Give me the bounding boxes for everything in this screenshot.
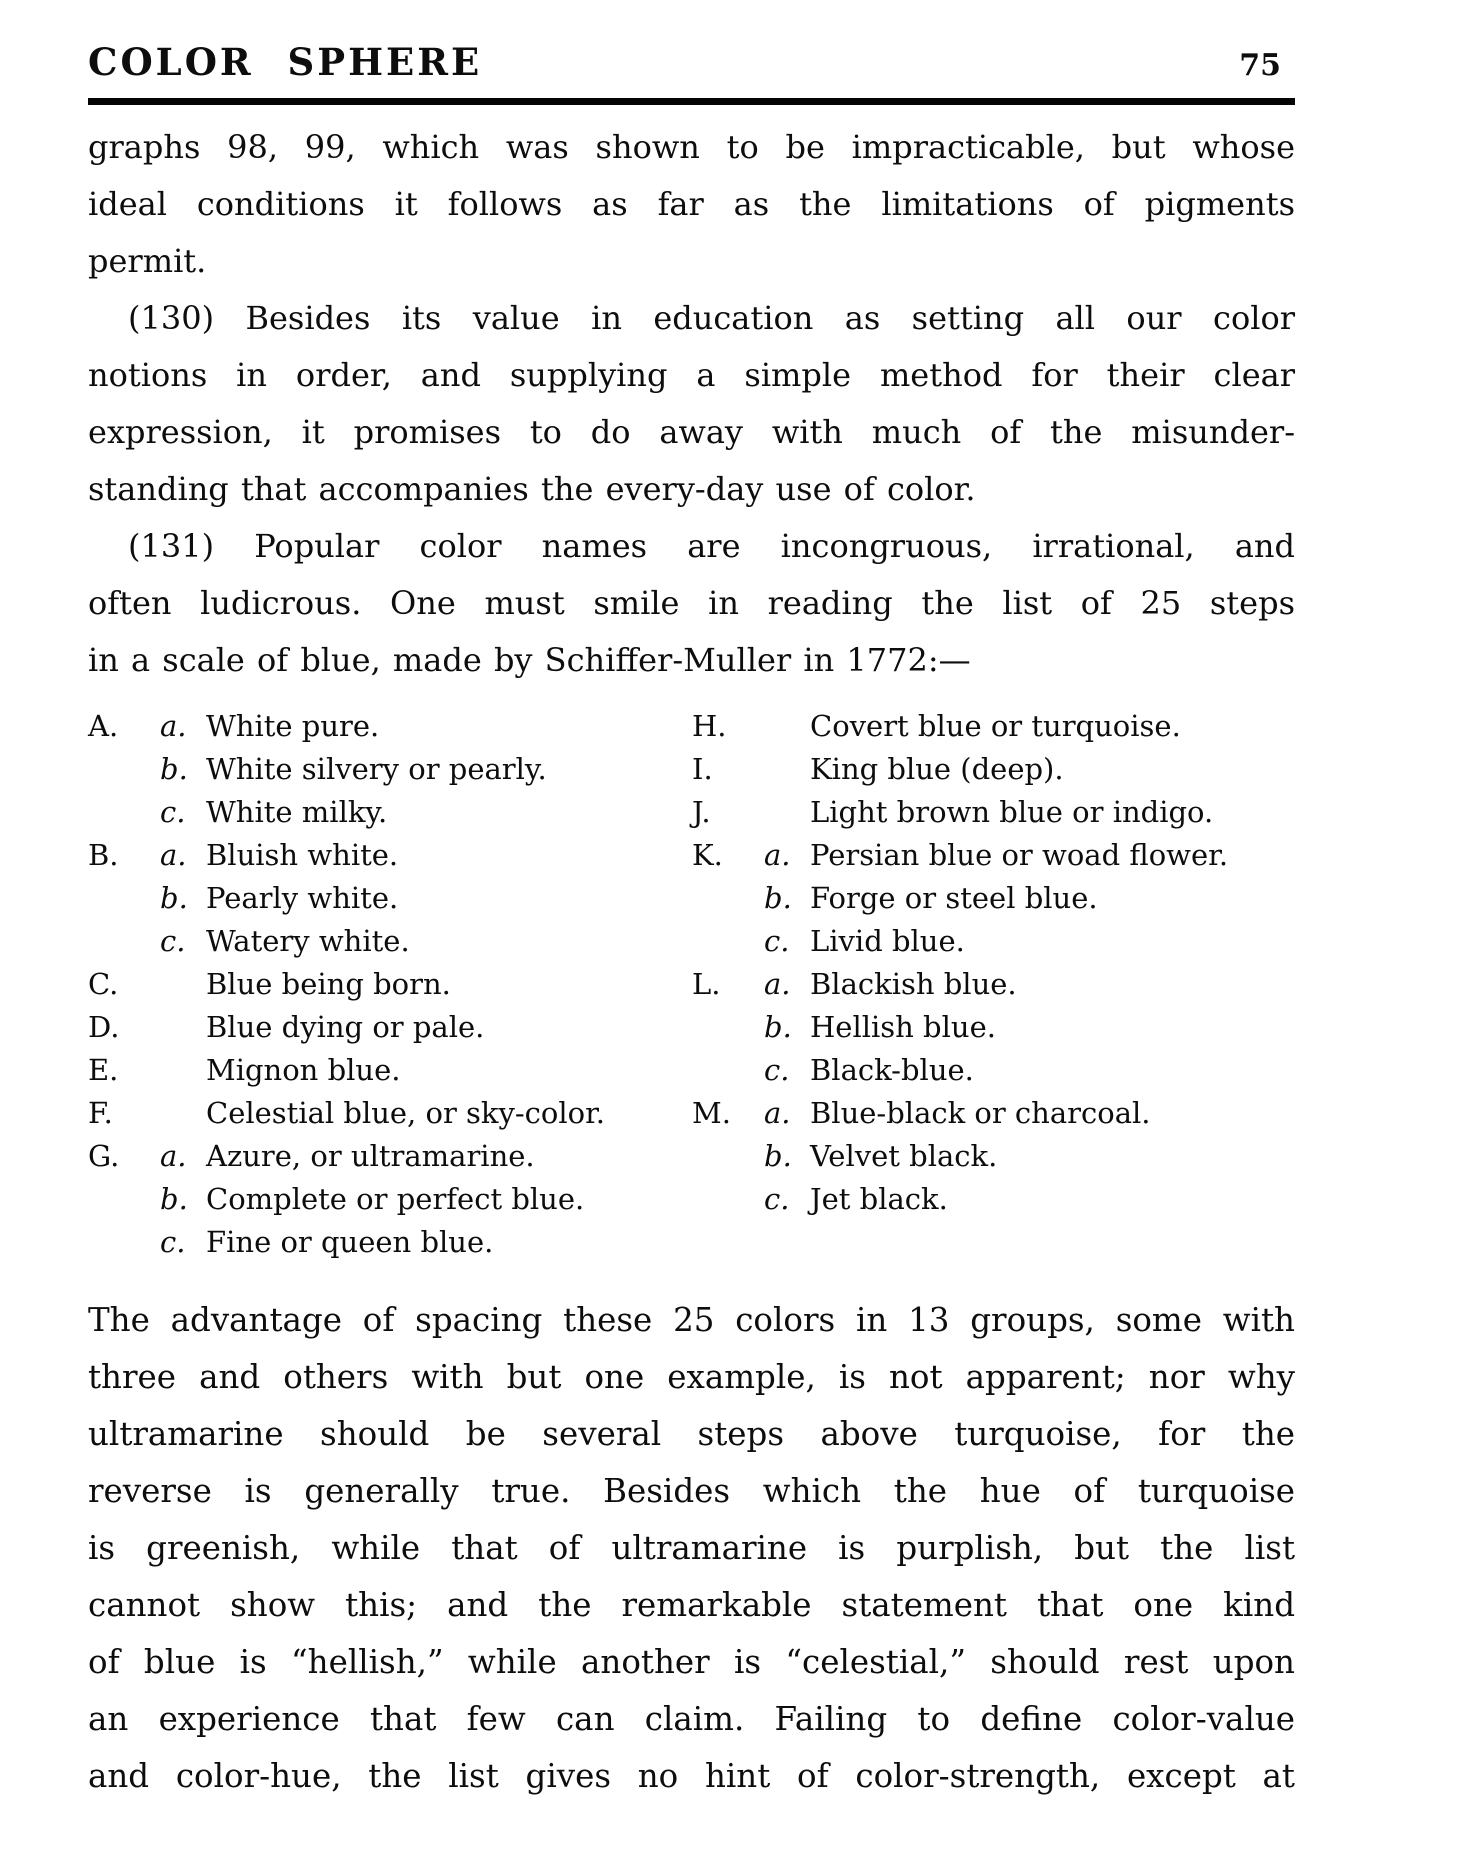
- text-line: ideal conditions it follows as far as the limitations of pigments: [88, 185, 1295, 223]
- text-line: of blue is “hellish,” while another is “celestial,” should rest upon: [88, 1643, 1295, 1681]
- list-item-color-name: King blue (deep).: [810, 752, 1064, 786]
- list-item-color-name: Blue dying or pale.: [206, 1010, 485, 1044]
- list-item-group-letter: L.: [692, 967, 721, 1001]
- list-item: [692, 963, 1328, 1006]
- list-item-color-name: Complete or perfect blue.: [206, 1182, 585, 1216]
- list-item: [88, 834, 692, 877]
- text-line: (130) Besides its value in education as setting all our color: [128, 299, 1295, 337]
- running-title: COLOR SPHERE: [88, 40, 483, 84]
- list-item-sub-letter: a.: [764, 1096, 791, 1130]
- list-item-color-name: White pure.: [206, 709, 380, 743]
- text-line: (131) Popular color names are incongruous, irrational, and: [128, 527, 1295, 565]
- list-item: [692, 791, 1328, 834]
- text-line: permit.: [88, 242, 207, 280]
- blue-scale-list-right-column: [692, 705, 1328, 1264]
- list-item-sub-letter: [764, 705, 810, 748]
- list-item-color-name: Persian blue or woad flower.: [810, 838, 1229, 872]
- list-item-sub-letter: [764, 748, 810, 791]
- list-item-group-letter: [88, 748, 160, 791]
- list-item: [88, 920, 692, 963]
- list-item-color-name: White milky.: [206, 795, 388, 829]
- list-item-color-name: Black-blue.: [810, 1053, 974, 1087]
- list-item: [88, 963, 692, 1006]
- list-item-sub-letter: b.: [764, 1010, 792, 1044]
- list-item-sub-letter: a.: [160, 838, 187, 872]
- list-item-color-name: Fine or queen blue.: [206, 1225, 494, 1259]
- text-line: The advantage of spacing these 25 colors in 13 groups, some with: [88, 1301, 1295, 1339]
- text-line: in a scale of blue, made by Schiffer-Muller in 1772:—: [88, 641, 971, 679]
- list-item-color-name: Light brown blue or indigo.: [810, 795, 1214, 829]
- list-item-group-letter: [692, 1006, 764, 1049]
- list-item-sub-letter: [160, 1092, 206, 1135]
- list-item-sub-letter: c.: [764, 1182, 790, 1216]
- body-paragraphs-top: [88, 119, 1295, 689]
- list-item: [692, 1006, 1328, 1049]
- list-item: [88, 1006, 692, 1049]
- list-item-color-name: White silvery or pearly.: [206, 752, 547, 786]
- list-item-group-letter: E.: [88, 1053, 119, 1087]
- text-line: is greenish, while that of ultramarine is purplish, but the list: [88, 1529, 1295, 1567]
- list-item-sub-letter: a.: [764, 967, 791, 1001]
- list-item-sub-letter: b.: [160, 752, 188, 786]
- body-paragraphs-bottom: [88, 1292, 1295, 1805]
- list-item-color-name: Watery white.: [206, 924, 410, 958]
- list-item-sub-letter: c.: [764, 924, 790, 958]
- list-item-group-letter: [692, 1178, 764, 1221]
- list-item: [692, 1178, 1328, 1221]
- list-item-sub-letter: [764, 791, 810, 834]
- list-item-color-name: Forge or steel blue.: [810, 881, 1098, 915]
- blue-scale-list: [88, 705, 1328, 1264]
- text-line: expression, it promises to do away with much of the misunder-: [88, 413, 1295, 451]
- list-item-color-name: Blue being born.: [206, 967, 451, 1001]
- list-item-group-letter: [692, 1135, 764, 1178]
- list-item: [692, 920, 1328, 963]
- list-item-sub-letter: c.: [764, 1053, 790, 1087]
- list-item-group-letter: B.: [88, 838, 119, 872]
- list-item-group-letter: A.: [88, 709, 119, 743]
- list-item-group-letter: G.: [88, 1139, 120, 1173]
- text-line: often ludicrous. One must smile in reading the list of 25 steps: [88, 584, 1295, 622]
- header-rule: [88, 98, 1295, 105]
- list-item-group-letter: C.: [88, 967, 119, 1001]
- list-item: [692, 834, 1328, 877]
- list-item: [692, 1135, 1328, 1178]
- list-item: [692, 877, 1328, 920]
- list-item-color-name: Velvet black.: [810, 1139, 998, 1173]
- list-item-sub-letter: [160, 963, 206, 1006]
- list-item-group-letter: [88, 920, 160, 963]
- list-item-group-letter: H.: [692, 709, 727, 743]
- list-item-group-letter: [692, 877, 764, 920]
- paragraph: [88, 518, 1295, 689]
- list-item-sub-letter: a.: [160, 1139, 187, 1173]
- list-item-group-letter: [88, 877, 160, 920]
- list-item-sub-letter: b.: [764, 1139, 792, 1173]
- list-item-color-name: Blackish blue.: [810, 967, 1017, 1001]
- list-item: [88, 1221, 692, 1264]
- list-item-color-name: Blue-black or charcoal.: [810, 1096, 1151, 1130]
- list-item: [88, 748, 692, 791]
- list-item-sub-letter: c.: [160, 1225, 186, 1259]
- text-line: standing that accompanies the every-day use of color.: [88, 470, 976, 508]
- list-item-group-letter: F.: [88, 1096, 113, 1130]
- paragraph: [88, 290, 1295, 518]
- list-item-sub-letter: b.: [764, 881, 792, 915]
- text-line: ultramarine should be several steps above turquoise, for the: [88, 1415, 1295, 1453]
- text-line: an experience that few can claim. Failing to define color-value: [88, 1700, 1295, 1738]
- list-item-group-letter: [88, 791, 160, 834]
- blue-scale-list-left-column: [88, 705, 692, 1264]
- list-item: [692, 705, 1328, 748]
- list-item-color-name: Hellish blue.: [810, 1010, 996, 1044]
- text-line: notions in order, and supplying a simple method for their clear: [88, 356, 1295, 394]
- list-item-sub-letter: c.: [160, 795, 186, 829]
- list-item: [88, 705, 692, 748]
- list-item-group-letter: D.: [88, 1010, 120, 1044]
- text-line: three and others with but one example, is not apparent; nor why: [88, 1358, 1295, 1396]
- list-item-sub-letter: a.: [160, 709, 187, 743]
- list-item: [692, 748, 1328, 791]
- text-line: cannot show this; and the remarkable statement that one kind: [88, 1586, 1295, 1624]
- text-line: and color-hue, the list gives no hint of color-strength, except at: [88, 1757, 1295, 1795]
- list-item-color-name: Livid blue.: [810, 924, 965, 958]
- page-header: [88, 40, 1295, 84]
- list-item-group-letter: M.: [692, 1096, 731, 1130]
- list-item-color-name: Azure, or ultramarine.: [206, 1139, 535, 1173]
- list-item-sub-letter: [160, 1049, 206, 1092]
- list-item-sub-letter: [160, 1006, 206, 1049]
- list-item-group-letter: K.: [692, 838, 723, 872]
- list-item-color-name: Pearly white.: [206, 881, 399, 915]
- list-item-sub-letter: b.: [160, 1182, 188, 1216]
- text-line: graphs 98, 99, which was shown to be impracticable, but whose: [88, 128, 1295, 166]
- list-item: [88, 1092, 692, 1135]
- list-item-group-letter: [88, 1178, 160, 1221]
- list-item-group-letter: I.: [692, 752, 713, 786]
- list-item-color-name: Jet black.: [810, 1182, 948, 1216]
- text-line: reverse is generally true. Besides which the hue of turquoise: [88, 1472, 1295, 1510]
- list-item-color-name: Covert blue or turquoise.: [810, 709, 1181, 743]
- list-item-color-name: Mignon blue.: [206, 1053, 401, 1087]
- list-item: [692, 1092, 1328, 1135]
- paragraph: [88, 119, 1295, 290]
- list-item: [88, 791, 692, 834]
- list-item-color-name: Bluish white.: [206, 838, 399, 872]
- page-number: 75: [1239, 48, 1281, 83]
- list-item: [88, 1178, 692, 1221]
- paragraph: [88, 1292, 1295, 1805]
- list-item-group-letter: [692, 1049, 764, 1092]
- list-item-sub-letter: a.: [764, 838, 791, 872]
- list-item-sub-letter: c.: [160, 924, 186, 958]
- list-item: [88, 877, 692, 920]
- list-item-color-name: Celestial blue, or sky-color.: [206, 1096, 606, 1130]
- list-item-group-letter: [88, 1221, 160, 1264]
- list-item-group-letter: [692, 920, 764, 963]
- list-item: [88, 1049, 692, 1092]
- list-item-group-letter: J.: [692, 795, 711, 829]
- list-item-sub-letter: b.: [160, 881, 188, 915]
- list-item: [88, 1135, 692, 1178]
- list-item: [692, 1049, 1328, 1092]
